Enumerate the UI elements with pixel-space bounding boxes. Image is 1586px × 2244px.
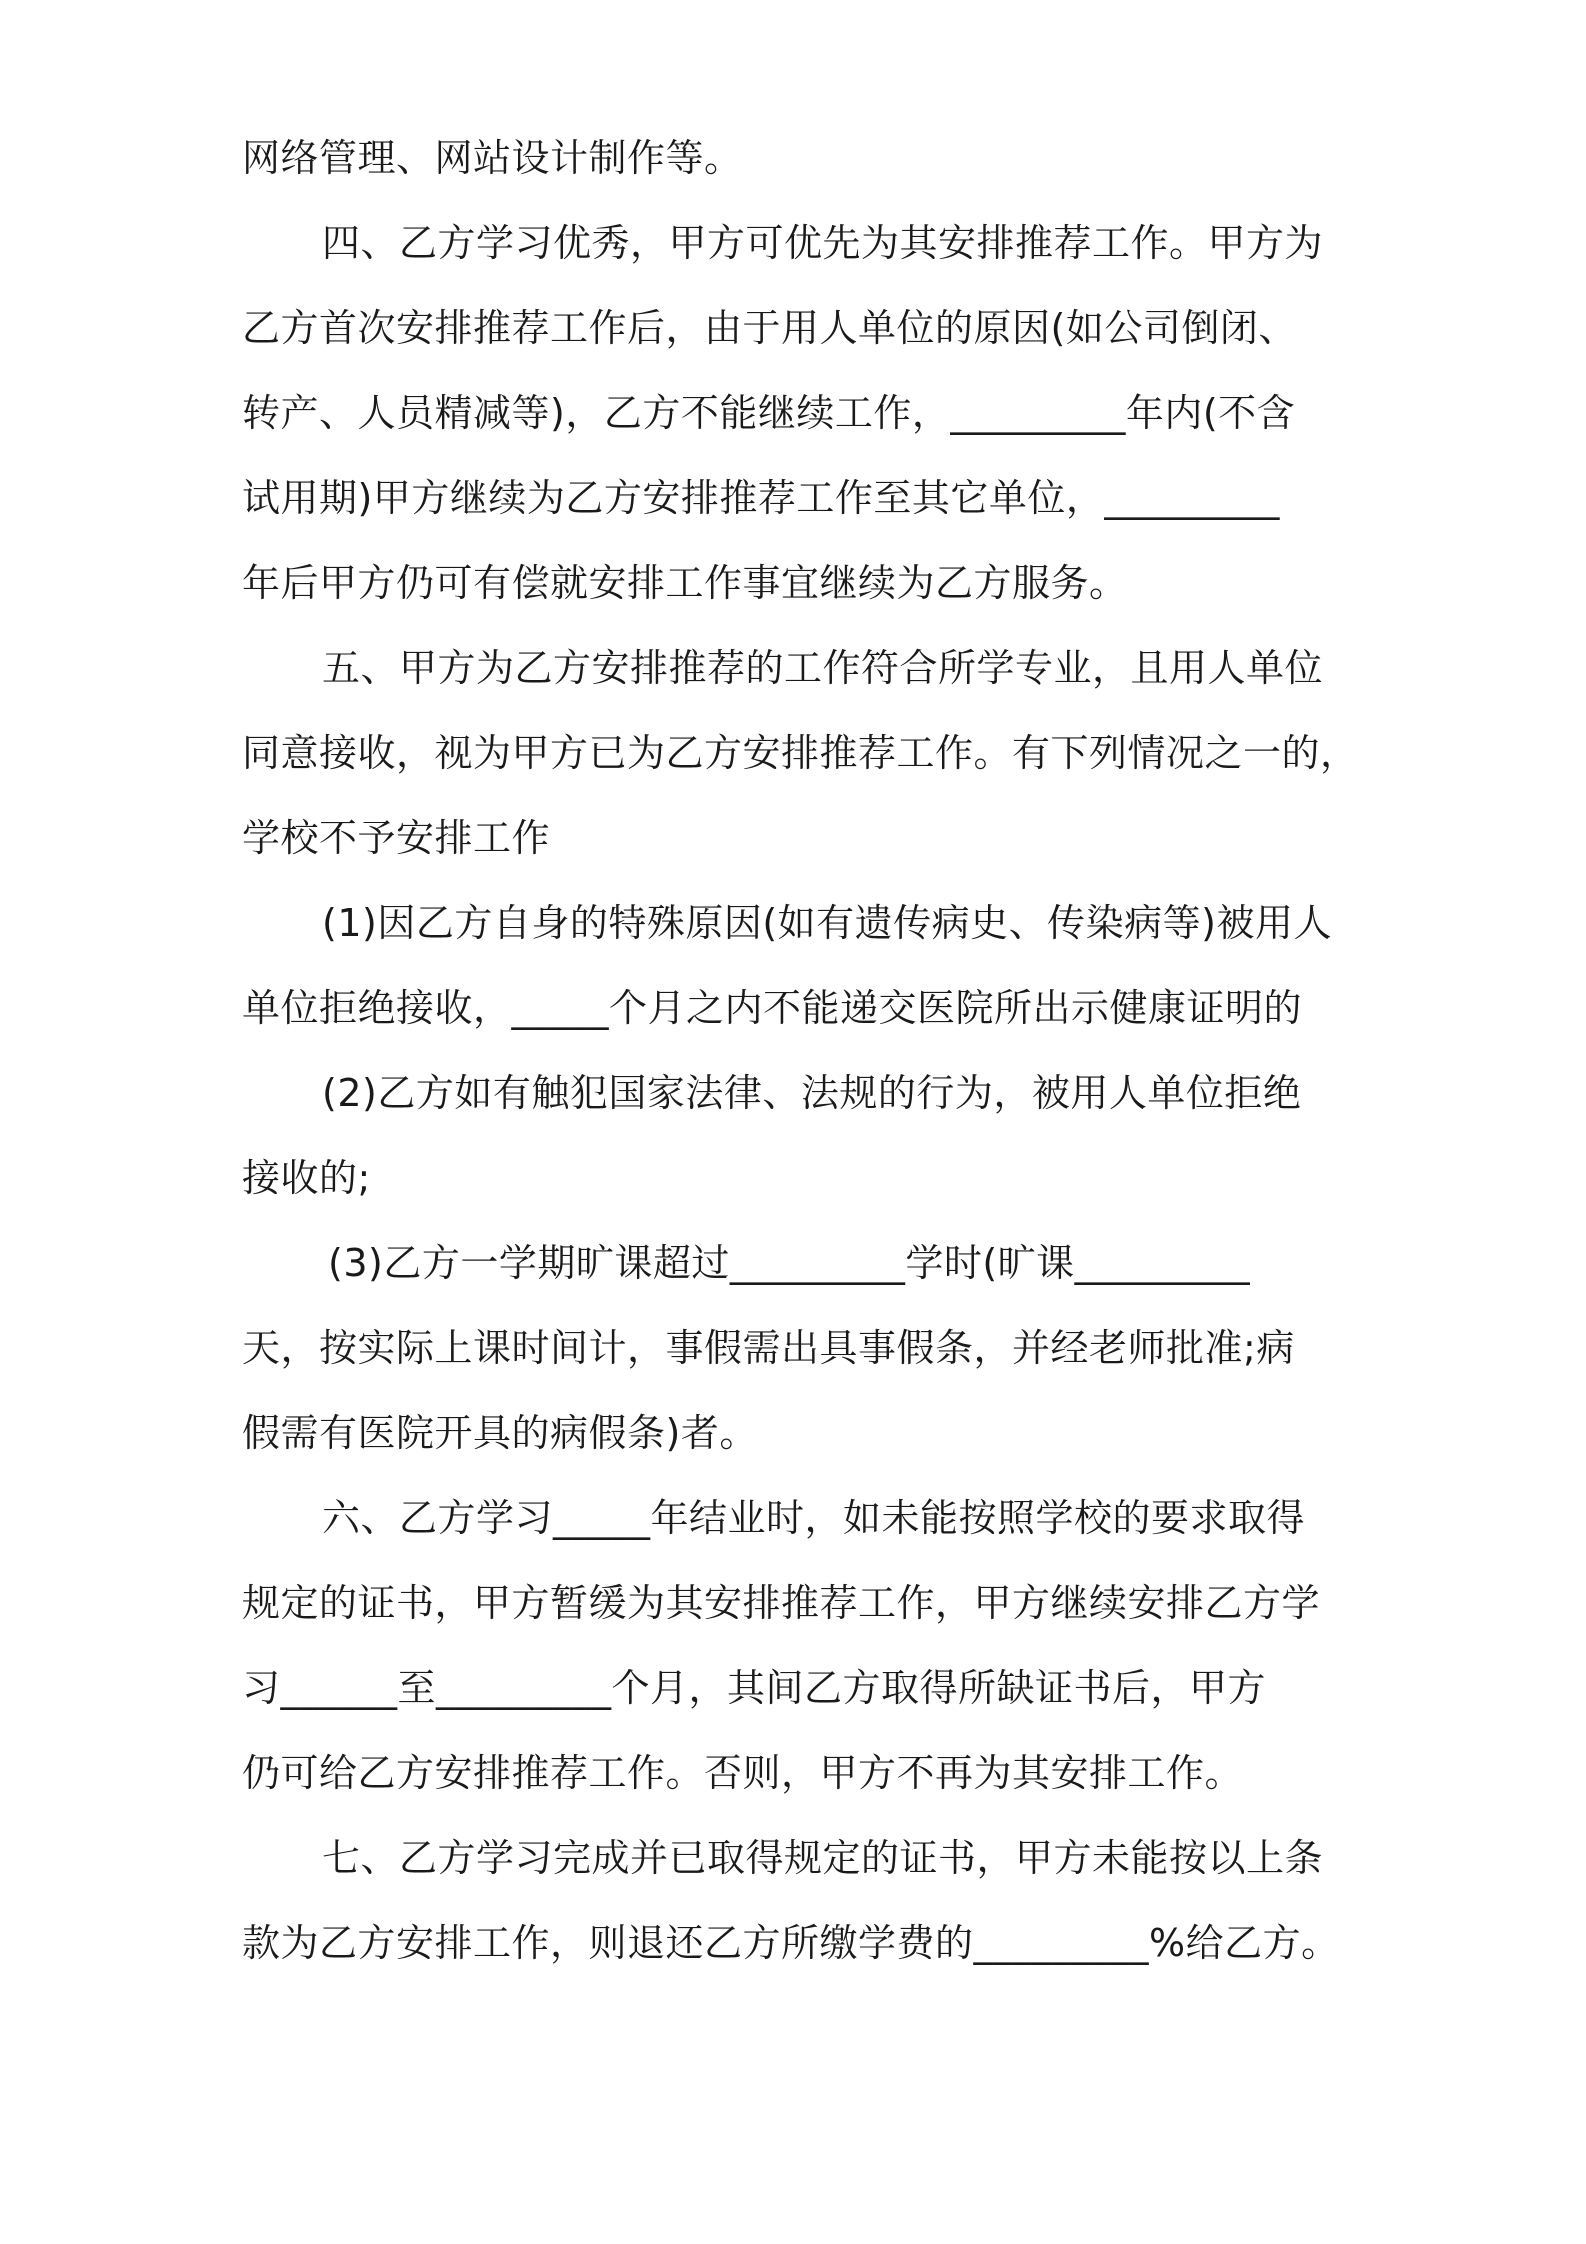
text-line: 年后甲方仍可有偿就安排工作事宜继续为乙方服务。 bbox=[242, 561, 1128, 605]
clause-5-line: 五、甲方为乙方安排推荐的工作符合所学专业，且用人单位 bbox=[322, 646, 1324, 690]
text-line: 单位拒绝接收，_____个月之内不能递交医院所出示健康证明的 bbox=[242, 986, 1303, 1030]
text-line: 仍可给乙方安排推荐工作。否则，甲方不再为其安排工作。 bbox=[242, 1751, 1244, 1795]
clause-6-line: 六、乙方学习_____年结业时，如未能按照学校的要求取得 bbox=[322, 1496, 1306, 1540]
text-line: 假需有医院开具的病假条)者。 bbox=[242, 1411, 758, 1455]
text-line: 接收的; bbox=[242, 1156, 371, 1200]
text-line: 试用期)甲方继续为乙方安排推荐工作至其它单位，_________ bbox=[242, 476, 1280, 520]
text-line: 乙方首次安排推荐工作后，由于用人单位的原因(如公司倒闭、 bbox=[242, 306, 1297, 350]
item-1-line: (1)因乙方自身的特殊原因(如有遗传病史、传染病等)被用人 bbox=[322, 901, 1332, 945]
text-line: 学校不予安排工作 bbox=[242, 816, 551, 860]
item-2-line: (2)乙方如有触犯国家法律、法规的行为，被用人单位拒绝 bbox=[322, 1071, 1302, 1115]
clause-7-line: 七、乙方学习完成并已取得规定的证书，甲方未能按以上条 bbox=[322, 1836, 1324, 1880]
text-line: 同意接收，视为甲方已为乙方安排推荐工作。有下列情况之一的， bbox=[242, 731, 1359, 775]
text-line: 网络管理、网站设计制作等。 bbox=[242, 136, 743, 180]
text-line: 天，按实际上课时间计，事假需出具事假条，并经老师批准;病 bbox=[242, 1326, 1295, 1370]
clause-4-line: 四、乙方学习优秀，甲方可优先为其安排推荐工作。甲方为 bbox=[322, 221, 1324, 265]
text-line: 款为乙方安排工作，则退还乙方所缴学费的_________%给乙方。 bbox=[242, 1921, 1340, 1965]
text-line: 转产、人员精减等)，乙方不能继续工作，_________年内(不含 bbox=[242, 391, 1296, 435]
text-line: 习______至_________个月，其间乙方取得所缺证书后，甲方 bbox=[242, 1666, 1267, 1710]
text-line: 规定的证书，甲方暂缓为其安排推荐工作，甲方继续安排乙方学 bbox=[242, 1581, 1321, 1625]
item-3-line: (3)乙方一学期旷课超过_________学时(旷课_________ bbox=[328, 1241, 1251, 1285]
